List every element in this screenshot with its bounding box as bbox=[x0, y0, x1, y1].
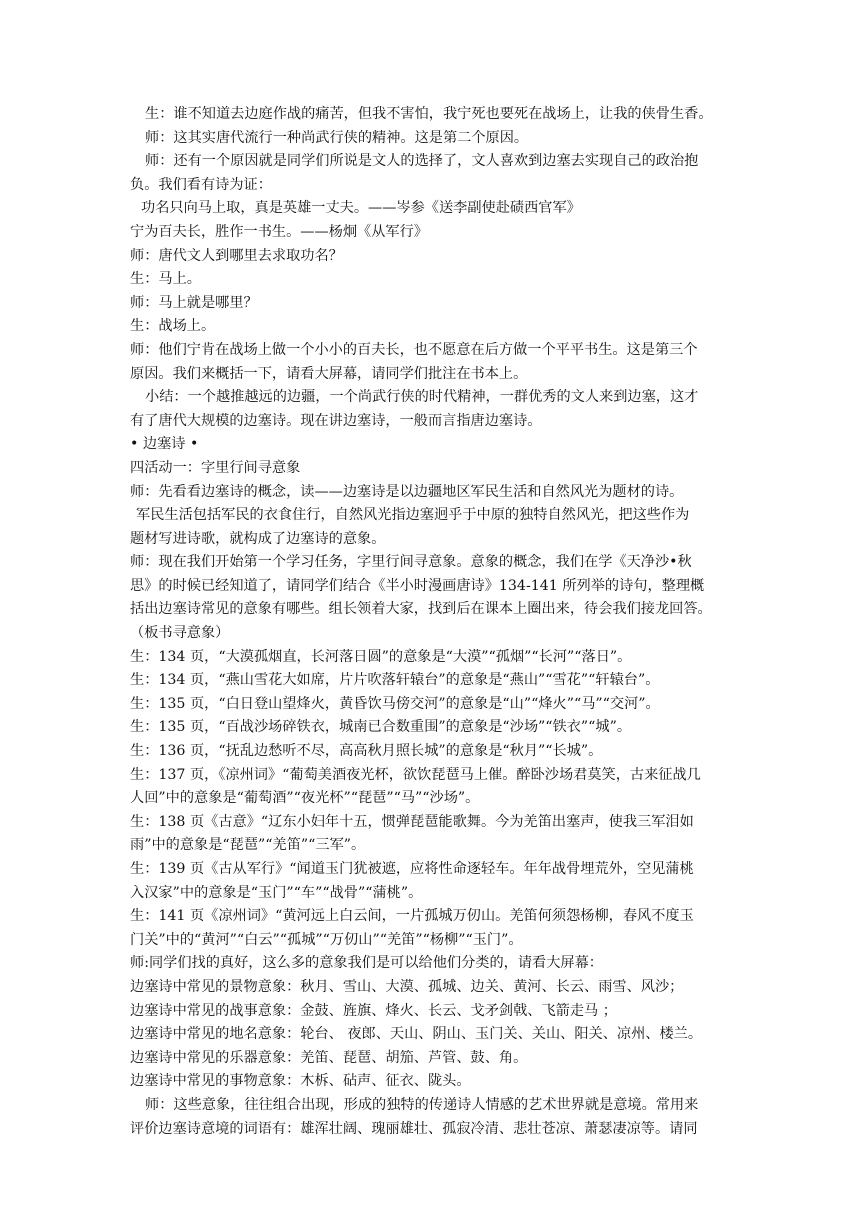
text-line: 师：唐代文人到哪里去求取功名？ bbox=[130, 247, 343, 264]
text-line: 题材写进诗歌，就构成了边塞诗的意象。 bbox=[130, 530, 386, 547]
text-line: 师：先看看边塞诗的概念，读——边塞诗是以边疆地区军民生活和自然风光为题材的诗。 bbox=[130, 483, 684, 500]
text-line: 生：马上。 bbox=[130, 271, 201, 288]
text-line: 生：134 页，“燕山雪花大如席，片片吹落轩辕台”的意象是“燕山”“雪花”“轩辕台”。 bbox=[130, 672, 660, 689]
text-line: 门关”中的“黄河”“白云”“孤城”“万仞山”“羌笛”“杨柳”“玉门”。 bbox=[130, 931, 523, 948]
text-line: 生：141 页《凉州词》“黄河远上白云间，一片孤城万仞山。羌笛何须怨杨柳，春风不度玉 bbox=[130, 908, 694, 925]
text-line: 括出边塞诗常见的意象有哪些。组长领着大家，找到后在课本上圈出来，待会我们接龙回答。 bbox=[130, 601, 712, 618]
text-line: 生：138 页《古意》“辽东小妇年十五，惯弹琵琶能歌舞。今为羌笛出塞声，使我三军泪如 bbox=[130, 813, 694, 830]
text-line: 师：马上就是哪里？ bbox=[130, 294, 258, 311]
text-line: 负。我们看有诗为证： bbox=[130, 176, 272, 193]
text-line: 生：134 页，“大漠孤烟直，长河落日圆”的意象是“大漠”“孤烟”“长河”“落日”。 bbox=[130, 648, 632, 665]
text-line: 生：谁不知道去边庭作战的痛苦，但我不害怕，我宁死也要死在战场上，让我的侠骨生香。 bbox=[145, 106, 713, 122]
text-line: 师:同学们找的真好，这么多的意象我们是可以给他们分类的，请看大屏幕： bbox=[130, 955, 603, 972]
text-line: 边塞诗中常见的地名意象：轮台、 夜郎、天山、阴山、玉门关、关山、阳关、凉州、楼兰。 bbox=[130, 1026, 703, 1043]
text-line: 雨”中的意象是“琵琶”“羌笛”“三军”。 bbox=[130, 837, 366, 854]
text-line: 边塞诗中常见的乐器意象：羌笛、琵琶、胡笳、芦管、鼓、角。 bbox=[130, 1049, 528, 1066]
text-line: 边塞诗中常见的景物意象：秋月、雪山、大漠、孤城、边关、黄河、长云、雨雪、风沙； bbox=[130, 978, 684, 995]
text-line: 人回”中的意象是“葡萄酒”“夜光杯”“琵琶”“马”“沙场”。 bbox=[130, 790, 480, 807]
text-line: 师：他们宁肯在战场上做一个小小的百夫长，也不愿意在后方做一个平平书生。这是第三个 bbox=[130, 341, 698, 358]
text-line: 边塞诗中常见的事物意象：木柝、砧声、征衣、陇头。 bbox=[130, 1073, 471, 1090]
text-line: 入汉家”中的意象是“玉门”“车”“战骨”“蒲桃”。 bbox=[130, 884, 423, 901]
text-line: （板书寻意象） bbox=[130, 625, 230, 642]
text-line: 评价边塞诗意境的词语有：雄浑壮阔、瑰丽雄壮、孤寂冷清、悲壮苍凉、萧瑟凄凉等。请同 bbox=[130, 1120, 698, 1137]
text-line: 小结：一个越推越远的边疆，一个尚武行侠的时代精神，一群优秀的文人来到边塞，这才 bbox=[145, 389, 699, 406]
document-body bbox=[130, 103, 750, 1141]
text-line: 师：还有一个原因就是同学们所说是文人的选择了，文人喜欢到边塞去实现自己的政治抱 bbox=[145, 153, 699, 170]
text-line: 师：这些意象，往往组合出现，形成的独特的传递诗人情感的艺术世界就是意境。常用来 bbox=[145, 1096, 699, 1113]
text-line: 师：这其实唐代流行一种尚武行侠的精神。这是第二个原因。 bbox=[145, 129, 529, 146]
text-line: 原因。我们来概括一下，请看大屏幕，请同学们批注在书本上。 bbox=[130, 365, 528, 382]
text-line: 生：136 页，“抚乱边愁听不尽，高高秋月照长城”的意象是“秋月”“长城”。 bbox=[130, 743, 603, 760]
text-line: 军民生活包括军民的衣食住行，自然风光指边塞迥乎于中原的独特自然风光，把这些作为 bbox=[136, 507, 690, 524]
section-heading: • 边塞诗 • bbox=[130, 436, 199, 453]
text-line: 师：现在我们开始第一个学习任务，字里行间寻意象。意象的概念，我们在学《天净沙•秋 bbox=[130, 554, 692, 571]
text-line: 边塞诗中常见的战事意象：金鼓、旌旗、烽火、长云、戈矛剑戟、飞箭走马 ； bbox=[130, 1002, 617, 1019]
text-line: 生：战场上。 bbox=[130, 318, 216, 335]
text-line: 四活动一：字里行间寻意象 bbox=[130, 459, 301, 476]
text-line: 生：135 页，“百战沙场碎铁衣，城南已合数重围”的意象是“沙场”“铁衣”“城”。 bbox=[130, 719, 632, 736]
text-line: 思》的时候已经知道了，请同学们结合《半小时漫画唐诗》134-141 所列举的诗句，整理概 bbox=[130, 577, 705, 594]
text-line: 有了唐代大规模的边塞诗。现在讲边塞诗，一般而言指唐边塞诗。 bbox=[130, 412, 542, 429]
text-line: 生：135 页，“白日登山望烽火，黄昏饮马傍交河”的意象是“山”“烽火”“马”“交河”。 bbox=[130, 695, 660, 712]
text-line: 功名只向马上取，真是英雄一丈夫。——岑参《送李副使赴碛西官军》 bbox=[141, 200, 581, 217]
text-line: 生：139 页《古从军行》“闻道玉门犹被遮，应将性命逐轻车。年年战骨埋荒外，空见蒲桃 bbox=[130, 861, 694, 877]
text-line: 生：137 页，《凉州词》“葡萄美酒夜光杯，欲饮琵琶马上催。醉卧沙场君莫笑，古来征战几 bbox=[130, 766, 701, 783]
text-line: 宁为百夫长，胜作一书生。——杨炯《从军行》 bbox=[130, 223, 428, 240]
